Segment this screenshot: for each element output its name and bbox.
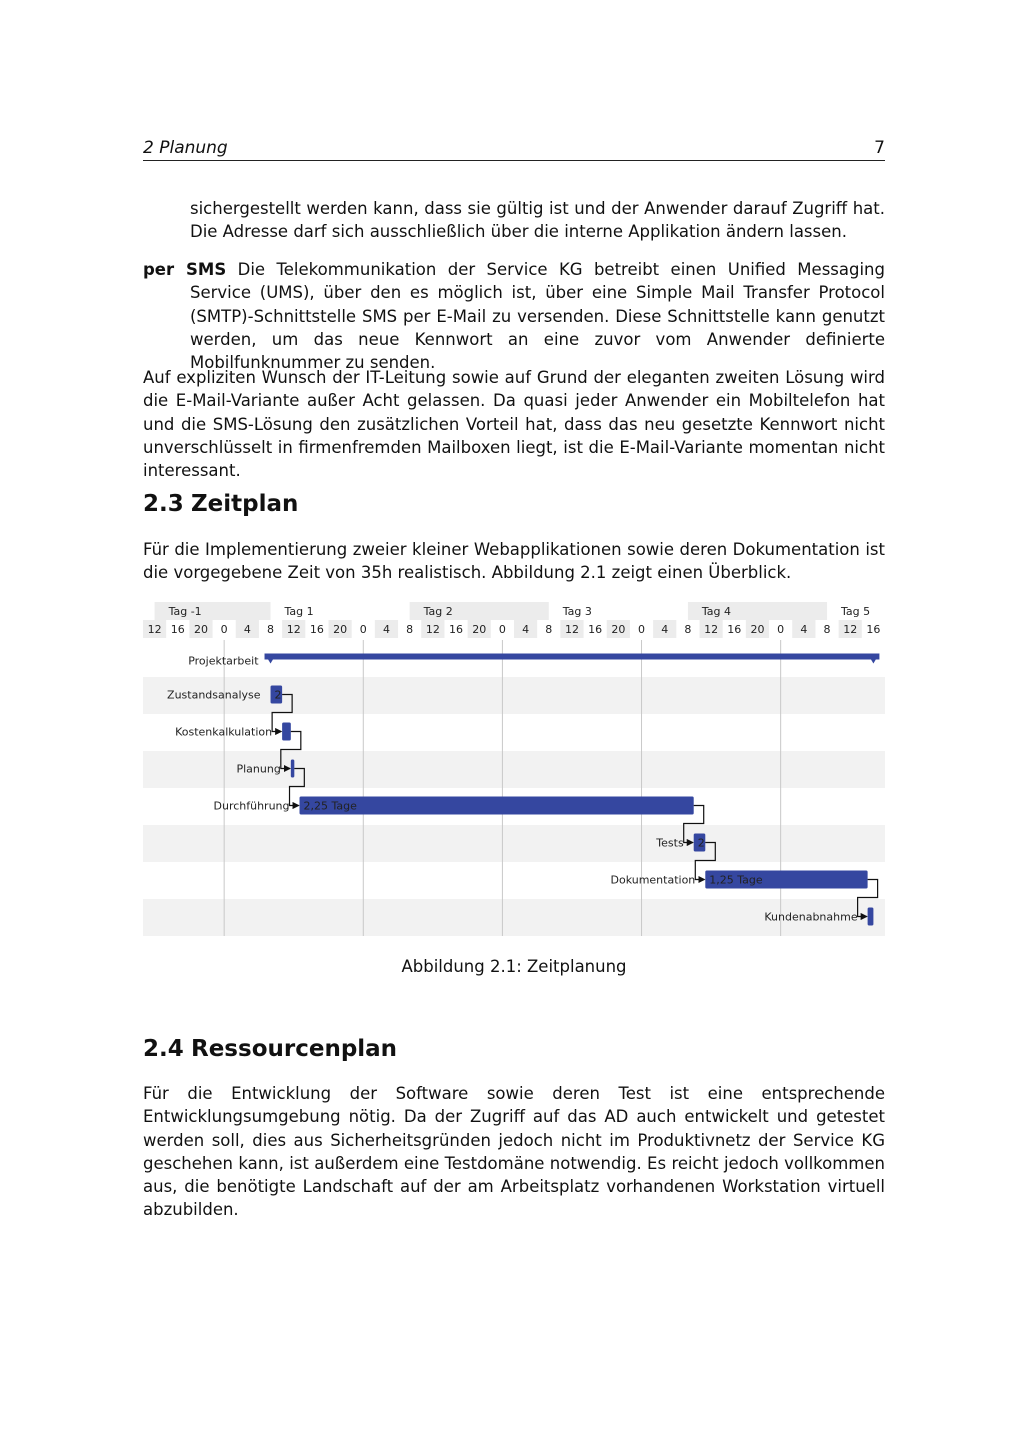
hour-tick-label: 4 [661, 623, 669, 636]
description-term: per SMS [143, 260, 227, 279]
hour-tick-label: 12 [564, 623, 579, 636]
hour-tick-label: 20 [472, 623, 487, 636]
day-label: Tag 4 [701, 605, 732, 618]
hour-tick-label: 16 [727, 623, 742, 636]
hour-tick-label: 20 [611, 623, 626, 636]
hour-tick-label: 12 [704, 623, 719, 636]
task-bar-label: 2,25 Tage [303, 799, 357, 813]
hour-tick-label: 20 [750, 623, 765, 636]
day-label: Tag 3 [562, 605, 592, 618]
task-bar [291, 760, 295, 778]
gantt-svg [143, 600, 885, 940]
gantt-chart [143, 600, 885, 940]
day-label: Tag 2 [423, 605, 453, 618]
hour-tick-label: 4 [382, 623, 390, 636]
hour-tick-label: 12 [286, 623, 301, 636]
hour-tick-label: 12 [147, 623, 162, 636]
hour-tick-label: 16 [588, 623, 603, 636]
day-label: Tag 1 [284, 605, 314, 618]
hour-tick-label: 0 [638, 623, 646, 636]
task-bar-label: 2 [274, 688, 282, 702]
day-label: Tag -1 [168, 605, 202, 618]
description-text: Die Telekommunikation der Service KG betreibt einen Unified Messaging Service (UMS), über den es möglich ist, über eine Simple Mail Transfer Protocol (SMTP)-Schnittstelle SMS per E-Mail zu versenden. Diese Schnittstelle kann genutzt werden, um das neue Kennwort an eine zuvor vom Anwender definierte Mobilfunknummer zu senden. [190, 260, 885, 373]
figure-caption: Abbildung 2.1: Zeitplanung [401, 957, 627, 976]
task-label: Dokumentation [610, 873, 696, 887]
task-label: Tests [656, 836, 684, 850]
hour-tick-label: 4 [243, 623, 251, 636]
hour-tick-label: 16 [866, 623, 881, 636]
hour-tick-label: 8 [545, 623, 553, 636]
hour-tick-label: 0 [220, 623, 228, 636]
task-bar [282, 723, 291, 741]
hour-tick-label: 0 [498, 623, 506, 636]
hour-tick-label: 12 [843, 623, 858, 636]
hour-tick-label: 16 [449, 623, 464, 636]
hour-tick-label: 8 [823, 623, 831, 636]
task-bar [868, 908, 874, 926]
hour-tick-label: 16 [309, 623, 324, 636]
page-number: 7 [874, 138, 885, 158]
section-title: Ressourcenplan [191, 1036, 398, 1062]
section-number: 2.4 [143, 1036, 184, 1062]
task-label: Kostenkalkulation [175, 725, 273, 739]
summary-bar [265, 654, 880, 660]
hour-tick-label: 8 [406, 623, 414, 636]
task-label: Planung [236, 762, 281, 776]
hour-tick-label: 8 [267, 623, 275, 636]
running-head [143, 136, 885, 161]
hour-tick-label: 20 [193, 623, 208, 636]
task-bar-label: 1,25 Tage [709, 873, 763, 887]
running-head-chapter: 2 Planung [143, 138, 228, 158]
section-number: 2.3 [143, 491, 184, 517]
hour-tick-label: 16 [170, 623, 185, 636]
hour-tick-label: 8 [684, 623, 692, 636]
paragraph-continuation: sichergestellt werden kann, dass sie gültig ist und der Anwender darauf Zugriff hat. Die Adresse darf sich ausschließlich über die interne Applikation ändern lassen. [190, 199, 885, 242]
paragraph-ressourcen: Für die Entwicklung der Software sowie deren Test ist eine entsprechende Entwicklungsumgebung nötig. Da der Zugriff auf das AD auch entwickelt und getestet werden soll, dies aus Sicherheitsgründen jedoch nicht im Produktivnetz der Service KG geschehen kann, ist außerdem eine Testdomäne notwendig. Es reicht jedoch vollkommen aus, die benötigte Landschaft auf der am Arbeitsplatz vorhandenen Workstation virtuell abzubilden. [143, 1084, 885, 1220]
section-heading-zeitplan [143, 491, 298, 517]
task-label: Durchführung [213, 799, 290, 813]
task-bar [300, 797, 694, 815]
section-title: Zeitplan [191, 491, 299, 517]
hour-tick-label: 4 [522, 623, 530, 636]
task-label: Zustandsanalyse [167, 688, 261, 702]
description-item-sms [143, 258, 885, 374]
hour-tick-label: 0 [359, 623, 367, 636]
summary-label: Projektarbeit [188, 654, 259, 668]
day-label: Tag 5 [841, 605, 871, 618]
section-heading-ressourcen [143, 1036, 397, 1062]
paragraph-decision: Auf expliziten Wunsch der IT-Leitung sowie auf Grund der eleganten zweiten Lösung wird die E-Mail-Variante außer Acht gelassen. Da quasi jeder Anwender ein Mobiltelefon hat und die SMS-Lösung den zusätzlichen Vorteil hat, dass das neu gesetzte Kennwort nicht unverschlüsselt in firmenfremden Mailboxen liegt, ist die E-Mail-Variante momentan nicht interessant. [143, 368, 885, 481]
paragraph-zeitplan: Für die Implementierung zweier kleiner Webapplikationen sowie deren Dokumentation ist die vorgegebene Zeit von 35h realistisch. Abbildung 2.1 zeigt einen Überblick. [143, 540, 885, 583]
row-stripe [143, 825, 885, 862]
hour-tick-label: 0 [777, 623, 785, 636]
task-bar-label: 2 [697, 836, 705, 850]
hour-tick-label: 12 [425, 623, 440, 636]
hour-tick-label: 20 [333, 623, 348, 636]
hour-tick-label: 4 [800, 623, 808, 636]
task-label: Kundenabnahme [764, 910, 858, 924]
